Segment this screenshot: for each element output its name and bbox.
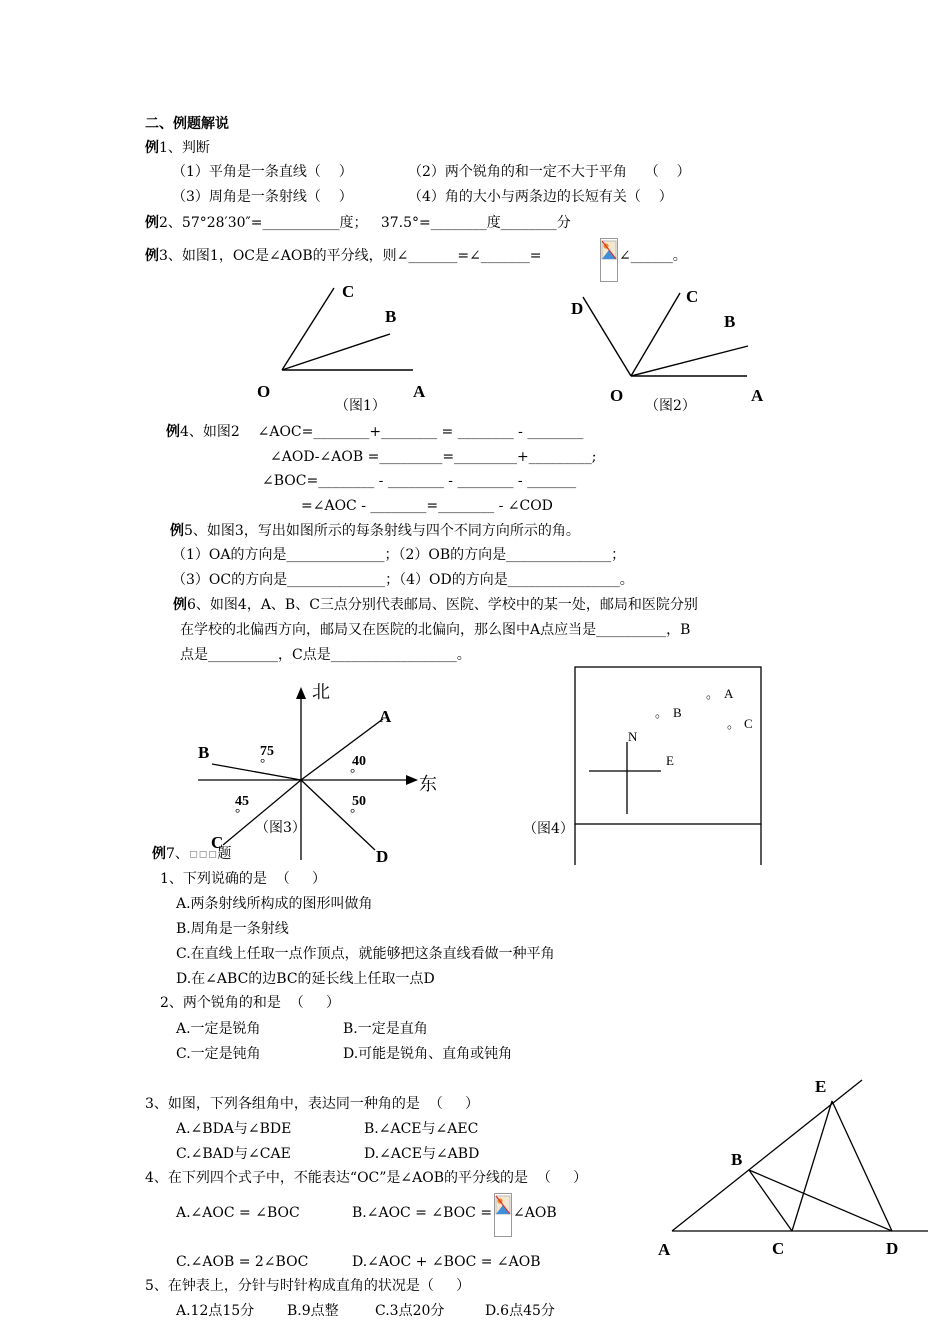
example-5-text: 5、如图3，写出如图所示的每条射线与四个不同方向所示的角。 xyxy=(184,523,580,539)
fig2-label-d: D xyxy=(571,299,584,318)
example-5 xyxy=(170,522,580,540)
ex1-item-2: （2）两个锐角的和一定不大于平角 （ ） xyxy=(408,164,691,180)
example-6-line-1 xyxy=(173,596,698,614)
fig2-label-a: A xyxy=(751,386,764,405)
example-6-line-2: 在学校的北偏西方向，邮局又在医院的北偏向，那么图中A点应当是__________，B xyxy=(180,622,691,638)
fig3-degree-d: ° xyxy=(350,805,356,820)
fig5-label-b: B xyxy=(731,1150,743,1169)
q2-option-a: A.一定是锐角 xyxy=(176,1021,261,1037)
fig4-dot-a: 。 xyxy=(706,686,720,701)
example-2-label: 例 xyxy=(145,215,159,231)
fig3-label-east: 东 xyxy=(419,774,437,794)
fig1-label-c: C xyxy=(342,282,355,301)
fig2-label-b: B xyxy=(724,312,736,331)
q4-option-a: A.∠AOC = ∠BOC xyxy=(176,1205,300,1221)
example-3-label: 例 xyxy=(145,248,159,264)
fig5-label-e: E xyxy=(815,1077,827,1096)
fig5-line-bc xyxy=(749,1170,792,1231)
example-4-line-2: ∠AOD-∠AOB =_________=_________+_________; xyxy=(270,449,597,465)
fig2-ray-od xyxy=(583,297,631,376)
fig3-angle-d: 50 xyxy=(352,794,366,809)
fig1-label-b: B xyxy=(385,307,397,326)
q2-option-d: D.可能是锐角、直角或钝角 xyxy=(343,1046,513,1062)
fig2-caption: （图2） xyxy=(645,398,696,414)
fig3-north-arrow xyxy=(296,687,306,699)
example-7-obscured: ▫▫▫ xyxy=(188,846,218,862)
example-7-title xyxy=(152,845,231,863)
section-title: 二、例题解说 xyxy=(145,116,229,132)
q4-option-b-tail: ∠AOB xyxy=(513,1205,557,1221)
q3-stem: 3、如图，下列各组角中，表达同一种角的是 （ ） xyxy=(145,1096,480,1112)
example-7-text: 7、 xyxy=(166,846,189,862)
example-4-line-4: =∠AOC - ________=________ - ∠COD xyxy=(301,498,553,514)
fig3-caption: （图3） xyxy=(255,820,306,836)
example-2 xyxy=(145,214,571,232)
example-2-text: 2、57°28′30″=___________度； 37.5°=________度________分 xyxy=(159,215,571,231)
example-4-line-3: ∠BOC=________ - ________ - ________ - _______ xyxy=(262,473,577,489)
example-6-text-1: 6、如图4，A、B、C三点分别代表邮局、医院、学校中的某一处，邮局和医院分别 xyxy=(187,597,698,613)
fig3-east-arrow xyxy=(406,775,418,785)
q1-option-c: C.在直线上任取一点作顶点，就能够把这条直线看做一种平角 xyxy=(176,946,555,962)
fig5-line-bd xyxy=(749,1170,892,1231)
example-7-tail: 题 xyxy=(217,846,232,862)
example-7-label: 例 xyxy=(152,846,166,862)
fig3-label-c: C xyxy=(211,833,224,852)
fig3-label-b: B xyxy=(198,743,210,762)
q4-option-d: D.∠AOC + ∠BOC = ∠AOB xyxy=(352,1254,541,1270)
fig3-degree-b: ° xyxy=(260,755,266,770)
q4-option-c: C.∠AOB = 2∠BOC xyxy=(176,1254,309,1270)
example-4-label: 例 xyxy=(166,424,180,440)
fig5-line-ec xyxy=(792,1101,832,1231)
ex1-item-4: （4）角的大小与两条边的长短有关（ ） xyxy=(408,189,673,205)
fig3-angle-a: 40 xyxy=(352,754,366,769)
q5-option-b: B.9点整 xyxy=(287,1303,339,1319)
example-4-text-1: 4、如图2 ∠AOC=________+________ = ________ - ________ xyxy=(180,424,584,440)
q3-option-a: A.∠BDA与∠BDE xyxy=(176,1121,292,1137)
fig1-label-o: O xyxy=(257,382,271,401)
fig3-label-north: 北 xyxy=(312,682,330,702)
fig2-label-c: C xyxy=(686,287,699,306)
fig3-ray-b xyxy=(212,764,301,780)
fig4-dot-c: 。 xyxy=(727,716,741,731)
example-4-line-1 xyxy=(166,423,583,441)
q3-option-c: C.∠BAD与∠CAE xyxy=(176,1146,291,1162)
fig3-ray-d xyxy=(301,780,375,850)
fig5-line-ed xyxy=(832,1101,892,1231)
q3-option-b: B.∠ACE与∠AEC xyxy=(364,1121,479,1137)
fig1-label-a: A xyxy=(413,382,426,401)
q4-option-b: B.∠AOC = ∠BOC = xyxy=(352,1205,493,1221)
ex1-item-3: （3）周角是一条射线（ ） xyxy=(172,189,353,205)
fig4-dot-b: 。 xyxy=(655,705,669,720)
example-6-label: 例 xyxy=(173,597,187,613)
q2-option-c: C.一定是钝角 xyxy=(176,1046,261,1062)
q2-stem: 2、两个锐角的和是 （ ） xyxy=(160,995,341,1011)
q1-option-d: D.在∠ABC的边BC的延长线上任取一点D xyxy=(176,971,435,987)
example-3-text-b: ∠______。 xyxy=(619,248,687,264)
fig4-point-a: A xyxy=(724,686,734,701)
fig5-label-a: A xyxy=(658,1240,671,1259)
q5-option-c: C.3点20分 xyxy=(375,1303,445,1319)
fig3-degree-c: ° xyxy=(235,805,241,820)
fig4-point-b: B xyxy=(673,705,682,720)
q3-option-d: D.∠ACE与∠ABD xyxy=(364,1146,480,1162)
example-3 xyxy=(145,247,542,265)
fig3-angle-c: 45 xyxy=(235,794,249,809)
example-1-text: 1、判断 xyxy=(159,140,210,156)
q1-stem: 1、下列说确的是 （ ） xyxy=(160,871,327,887)
fig4-point-e: E xyxy=(666,753,674,768)
q2-option-b: B.一定是直角 xyxy=(343,1021,428,1037)
example-5-label: 例 xyxy=(170,523,184,539)
fig3-label-d: D xyxy=(376,847,389,866)
q4-stem: 4、在下列四个式子中，不能表达“OC”是∠AOB的平分线的是 （ ） xyxy=(145,1170,588,1186)
example-6-line-3: 点是__________，C点是__________________。 xyxy=(180,647,471,663)
fig1-ray-ob xyxy=(282,334,390,370)
image-placeholder-icon-2 xyxy=(494,1193,512,1237)
fig2-ray-oc xyxy=(631,293,680,376)
fig1-caption: （图1） xyxy=(335,398,386,414)
fig4-caption: （图4） xyxy=(523,821,574,837)
fig3-ray-a xyxy=(301,719,383,780)
q5-option-d: D.6点45分 xyxy=(485,1303,555,1319)
example-1-title xyxy=(145,139,210,157)
fig3-label-a: A xyxy=(379,707,392,726)
fig2-label-o: O xyxy=(610,386,624,405)
example-5-q2: （3）OC的方向是______________；（4）OD的方向是________________。 xyxy=(172,572,634,588)
ex1-item-1: （1）平角是一条直线（ ） xyxy=(172,164,353,180)
fig1-ray-oc xyxy=(282,288,334,370)
fig3-angle-b: 75 xyxy=(260,744,274,759)
q5-option-a: A.12点15分 xyxy=(176,1303,255,1319)
example-1-label: 例 xyxy=(145,140,159,156)
fig4-point-c: C xyxy=(744,716,753,731)
example-3-text-a: 3、如图1，OC是∠AOB的平分线，则∠_______=∠_______= xyxy=(159,248,542,264)
fig2-ray-ob xyxy=(631,346,748,376)
fig4-point-n: N xyxy=(628,729,638,744)
fig5-label-d: D xyxy=(886,1239,899,1258)
example-5-q1: （1）OA的方向是______________；（2）OB的方向是_______________； xyxy=(172,547,626,563)
fig3-degree-a: ° xyxy=(350,765,356,780)
fig5-label-c: C xyxy=(772,1239,785,1258)
q1-option-a: A.两条射线所构成的图形叫做角 xyxy=(176,896,373,912)
fig5-line-ae xyxy=(672,1077,862,1231)
q1-option-b: B.周角是一条射线 xyxy=(176,921,289,937)
q5-stem: 5、在钟表上，分针与时针构成直角的状况是（ ） xyxy=(145,1278,471,1294)
image-placeholder-icon xyxy=(600,238,618,282)
